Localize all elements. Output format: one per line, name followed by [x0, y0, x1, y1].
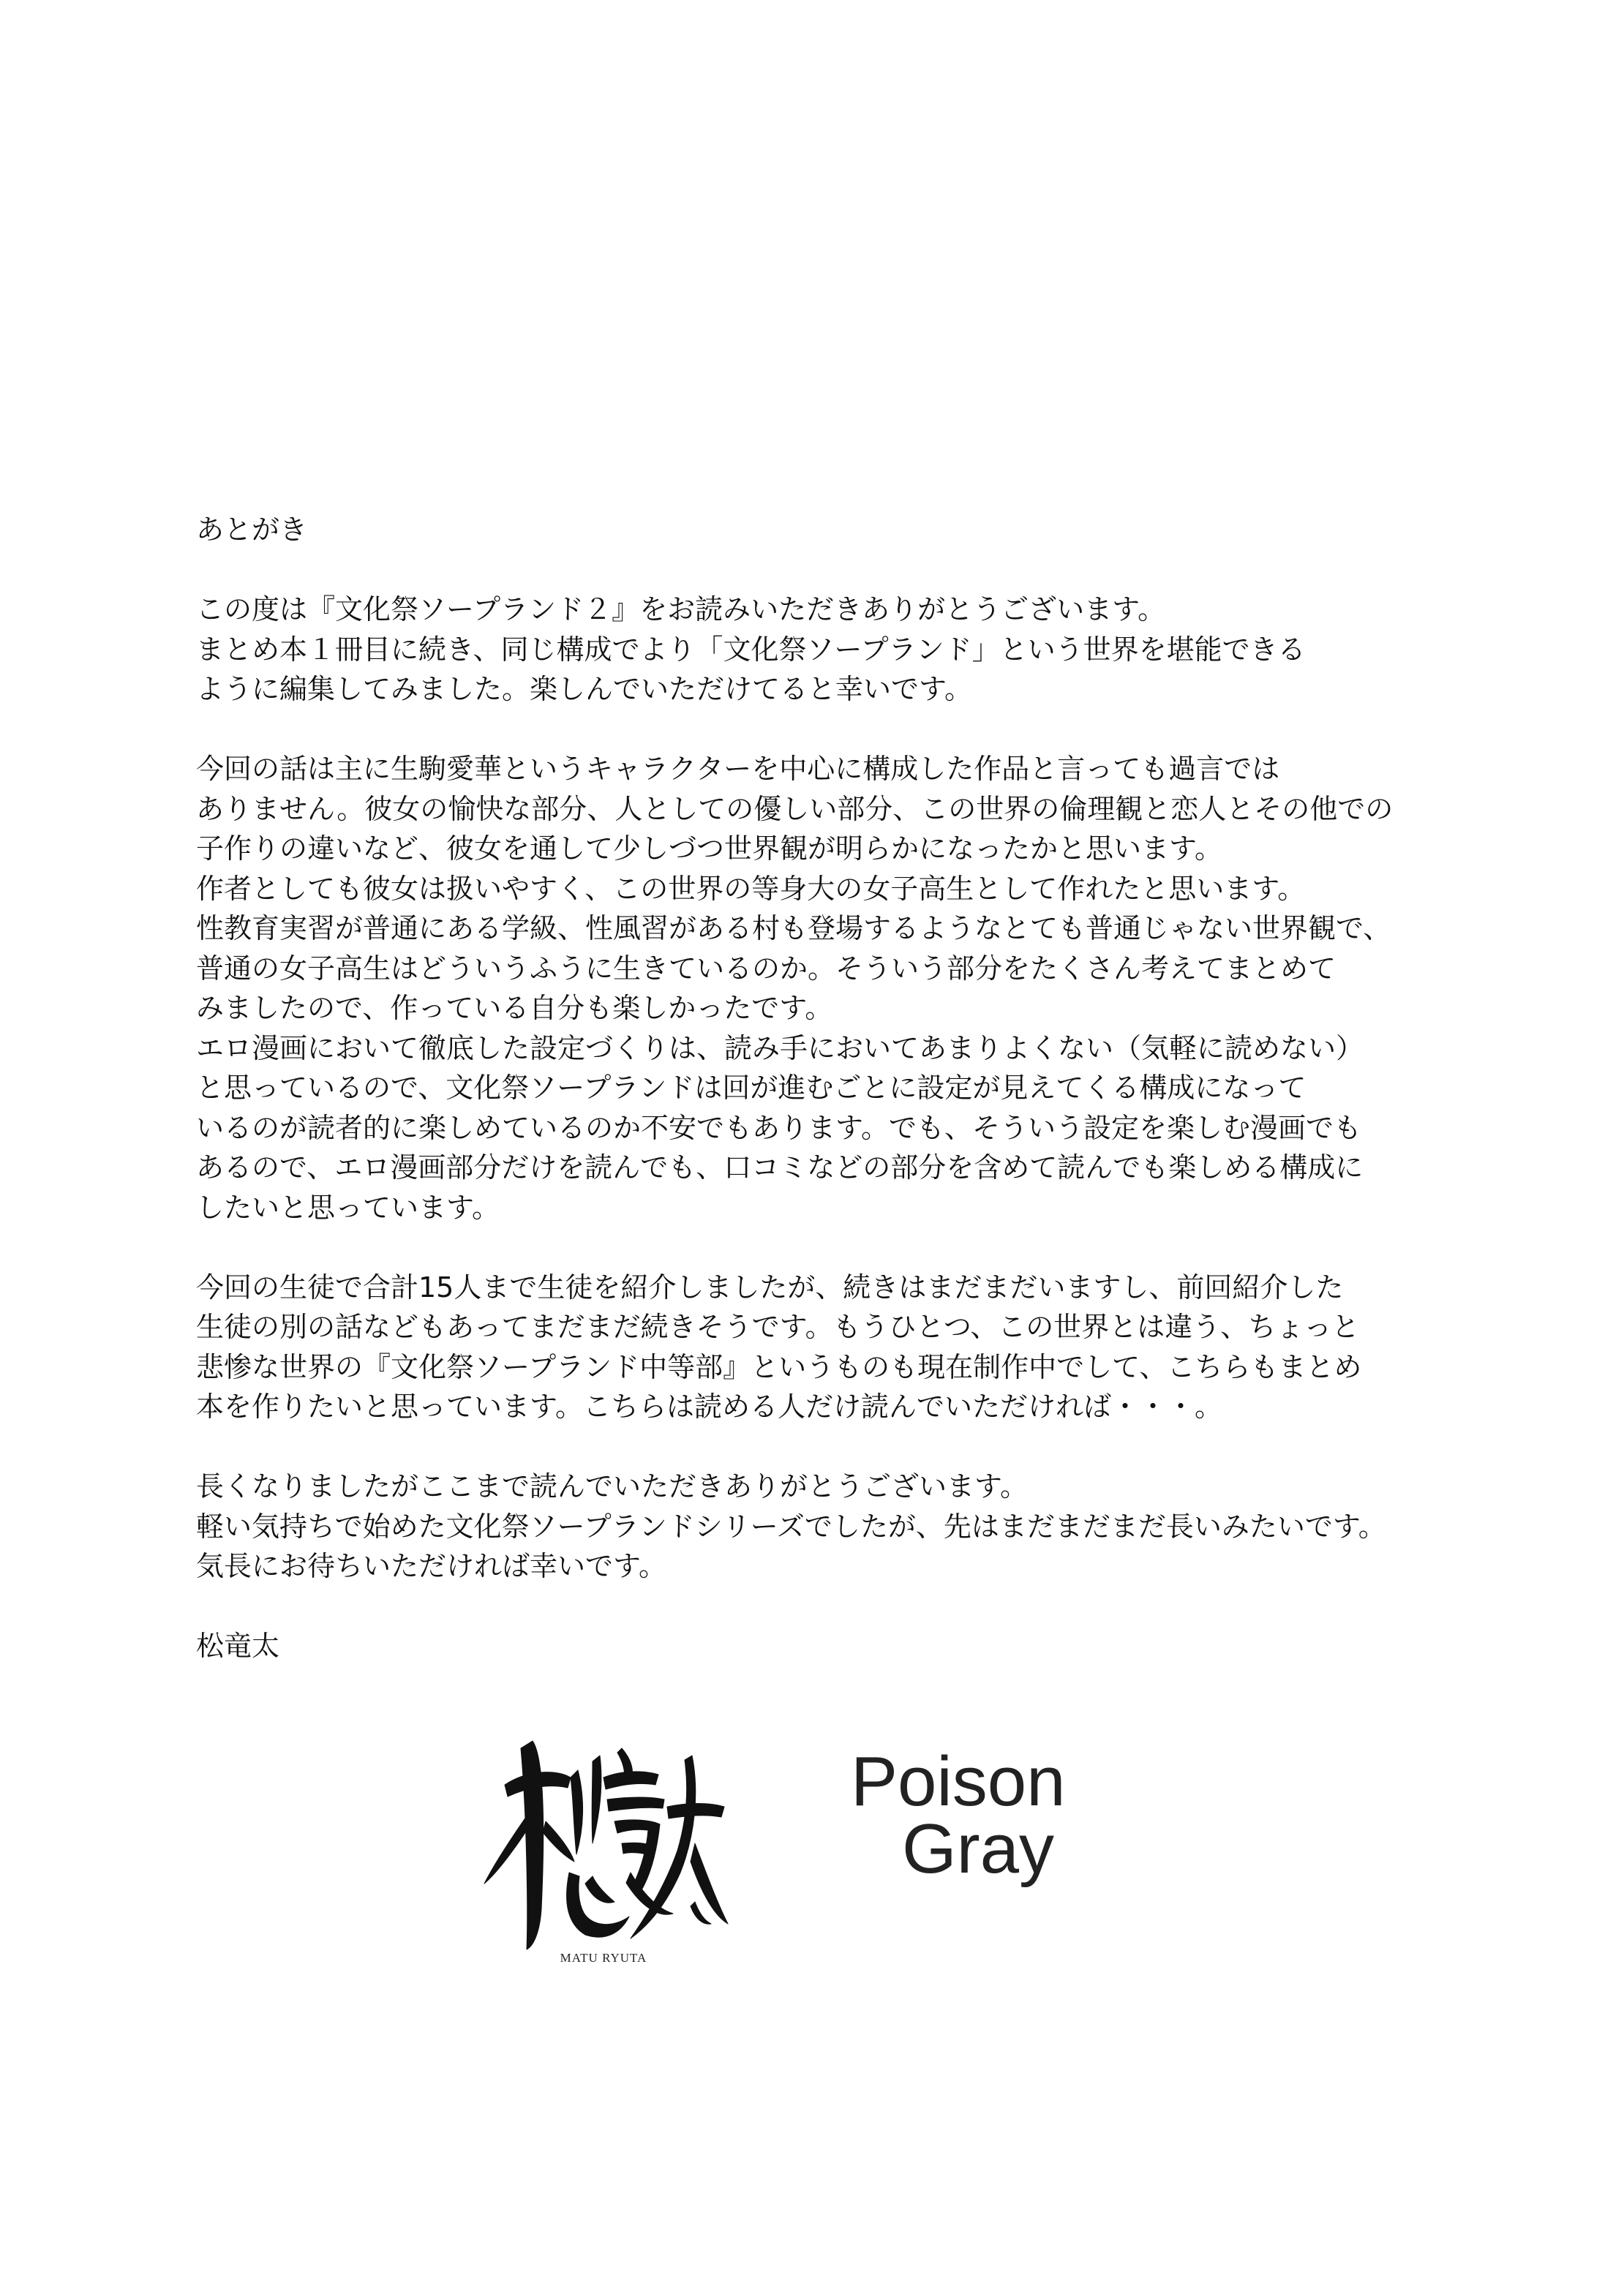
text-line: 普通の女子高生はどういうふうに生きているのか。そういう部分をたくさん考えてまとめて [196, 952, 1337, 985]
text-line: 気長にお待ちいただければ幸いです。 [196, 1550, 666, 1582]
text-line: この度は『文化祭ソープランド２』をお読みいただきありがとうございます。 [196, 593, 1166, 625]
text-line: 作者としても彼女は扱いやすく、この世界の等身大の女子高生として作れたと思います。 [196, 872, 1306, 905]
afterword-title: あとがき [196, 514, 308, 546]
calligraphy-seal-icon [475, 1726, 732, 1953]
text-line: と思っているので、文化祭ソープランドは回が進むごとに設定が見えてくる構成になって [196, 1072, 1307, 1104]
afterword-text [196, 510, 1513, 1706]
text-line: 本を作りたいと思っています。こちらは読める人だけ読んでいただければ・・・。 [196, 1391, 1222, 1423]
brand-line-2: Gray [902, 1810, 1055, 1888]
text-line: 今回の話は主に生駒愛華というキャラクターを中心に構成した作品と言っても過言では [196, 753, 1280, 785]
seal-caption: MATU RYUTA [560, 1951, 647, 1965]
text-line: まとめ本１冊目に続き、同じ構成でより「文化祭ソープランド」という世界を堪能できる [196, 633, 1306, 666]
text-line: 長くなりましたがここまで読んでいただきありがとうございます。 [196, 1470, 1028, 1502]
text-line: ありません。彼女の愉快な部分、人としての優しい部分、この世界の倫理観と恋人とその他での [196, 792, 1394, 825]
text-line: 性教育実習が普通にある学級、性風習がある村も登場するようなとても普通じゃない世界観で、 [196, 912, 1391, 944]
text-line: あるので、エロ漫画部分だけを読んでも、口コミなどの部分を含めて読んでも楽しめる構成に [196, 1151, 1364, 1184]
text-line: 生徒の別の話などもあってまだまだ続きそうです。もうひとつ、この世界とは違う、ちょっと [196, 1311, 1360, 1343]
paragraph-2 [196, 749, 1513, 1227]
paragraph-1 [196, 590, 1513, 710]
text-line: ように編集してみました。楽しんでいただけてると幸いです。 [196, 673, 972, 705]
text-line: みましたので、作っている自分も楽しかったです。 [196, 992, 833, 1024]
signature: 松竜太 [196, 1630, 280, 1662]
text-line: 軽い気持ちで始めた文化祭ソープランドシリーズでしたが、先はまだまだまだ長いみたいです。 [196, 1510, 1386, 1543]
text-line: エロ漫画において徹底した設定づくりは、読み手においてあまりよくない（気軽に読めない） [196, 1031, 1364, 1064]
artist-seal-logo [475, 1726, 732, 1975]
text-line: 悲惨な世界の『文化祭ソープランド中等部』というものも現在制作中でして、こちらもまとめ [196, 1350, 1362, 1383]
text-line: 子作りの違いなど、彼女を通して少しづつ世界観が明らかになったかと思います。 [196, 832, 1222, 865]
paragraph-4 [196, 1467, 1513, 1587]
text-line: いるのが読者的に楽しめているのか不安でもあります。でも、そういう設定を楽しむ漫画でも [196, 1111, 1361, 1144]
brand-line-1: Poison [851, 1742, 1066, 1821]
text-line: 今回の生徒で合計15人まで生徒を紹介しましたが、続きはまだまだいますし、前回紹介した [196, 1271, 1344, 1304]
paragraph-3 [196, 1268, 1513, 1427]
circle-brand-logo [851, 1742, 1066, 1888]
logo-area [475, 1726, 1134, 1990]
text-line: したいと思っています。 [196, 1191, 500, 1224]
